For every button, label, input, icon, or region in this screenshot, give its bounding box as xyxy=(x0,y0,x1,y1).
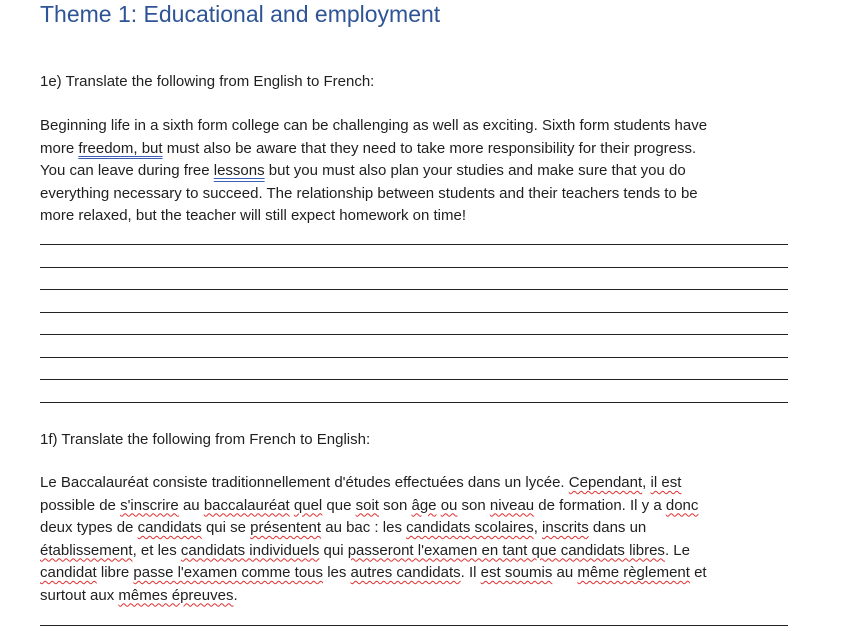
spelling-flag[interactable]: autres candidats xyxy=(350,564,461,581)
answer-line[interactable] xyxy=(40,312,788,313)
spelling-flag[interactable]: niveau xyxy=(489,496,535,514)
passage-line: more relaxed, but the teacher will still expect homework on time! xyxy=(40,207,467,224)
text-run: You can leave during free xyxy=(40,162,214,179)
passage-line: candidat libre passe l'examen comme tous les autres candidats. Il est soumis au même règlement et xyxy=(40,564,707,581)
section-f-passage xyxy=(40,472,800,607)
passage-line: Beginning life in a sixth form college can be challenging as well as exciting. Sixth form students have xyxy=(40,117,708,134)
text-run: but you must also plan your studies and make sure that you do xyxy=(264,162,686,179)
theme-title: Theme 1: Educational and employment xyxy=(40,1,441,27)
passage-line: établissement, et les candidats individuels qui passeront l'examen en tant que candidats libres. Le xyxy=(40,541,690,559)
section-f-prompt: 1f) Translate the following from French to English: xyxy=(40,431,371,448)
section-e-prompt: 1e) Translate the following from English to French: xyxy=(40,73,375,90)
spelling-flag[interactable]: passe l'examen comme tous xyxy=(133,564,324,581)
answer-line[interactable] xyxy=(40,244,788,245)
spelling-flag[interactable]: présentent xyxy=(250,519,322,536)
spelling-flag[interactable]: candidats individuels xyxy=(180,541,320,559)
spelling-flag[interactable]: Cependant xyxy=(568,474,643,491)
spelling-flag[interactable]: mêmes épreuves xyxy=(118,586,234,604)
spelling-flag[interactable]: candidat xyxy=(40,564,97,581)
grammar-flag[interactable]: freedom, but xyxy=(78,139,163,157)
passage-line: everything necessary to succeed. The relationship between students and their teachers tends to be xyxy=(40,184,698,202)
spelling-flag[interactable]: baccalauréat xyxy=(203,496,290,514)
spelling-flag[interactable]: candidats scolaires xyxy=(406,519,534,536)
answer-line[interactable] xyxy=(40,402,788,403)
passage-line xyxy=(40,160,800,183)
passage-line xyxy=(40,138,800,161)
spelling-flag[interactable]: ou xyxy=(440,496,458,514)
passage-line: Le Baccalauréat consiste traditionnellement d'études effectuées dans un lycée. Cependant, il est xyxy=(40,474,682,491)
answer-line[interactable] xyxy=(40,379,788,380)
text-run: more xyxy=(40,139,79,157)
spelling-flag[interactable]: soit xyxy=(355,496,379,514)
answer-line[interactable] xyxy=(40,357,788,358)
passage-line: possible de s'inscrire au baccalauréat quel que soit son âge ou son niveau de formation. Il y a donc xyxy=(40,496,699,514)
text-run: must also be aware that they need to take more responsibility for their progress. xyxy=(162,139,697,157)
spelling-flag[interactable]: donc xyxy=(665,496,699,514)
spelling-flag[interactable]: établissement xyxy=(40,541,133,559)
spelling-flag[interactable]: inscrits xyxy=(542,519,589,536)
answer-line[interactable] xyxy=(40,625,788,626)
answer-line[interactable] xyxy=(40,289,788,290)
answer-line[interactable] xyxy=(40,267,788,268)
spelling-flag[interactable]: âge xyxy=(411,496,437,514)
section-e-passage xyxy=(40,115,800,228)
spelling-flag[interactable]: quel xyxy=(293,496,323,514)
spelling-flag[interactable]: même règlement xyxy=(577,564,690,581)
spelling-flag[interactable]: est soumis xyxy=(480,564,553,581)
passage-line: surtout aux mêmes épreuves. xyxy=(40,586,238,604)
spelling-flag[interactable]: candidats xyxy=(137,519,202,536)
grammar-flag[interactable]: lessons xyxy=(213,162,265,179)
spelling-flag[interactable]: passeront l'examen en tant que candidats libres xyxy=(347,541,665,559)
spelling-flag[interactable]: s'inscrire xyxy=(120,496,179,514)
answer-line[interactable] xyxy=(40,334,788,335)
passage-line: deux types de candidats qui se présentent au bac : les candidats scolaires, inscrits dans un xyxy=(40,519,647,536)
spelling-flag[interactable]: il est xyxy=(650,474,682,491)
